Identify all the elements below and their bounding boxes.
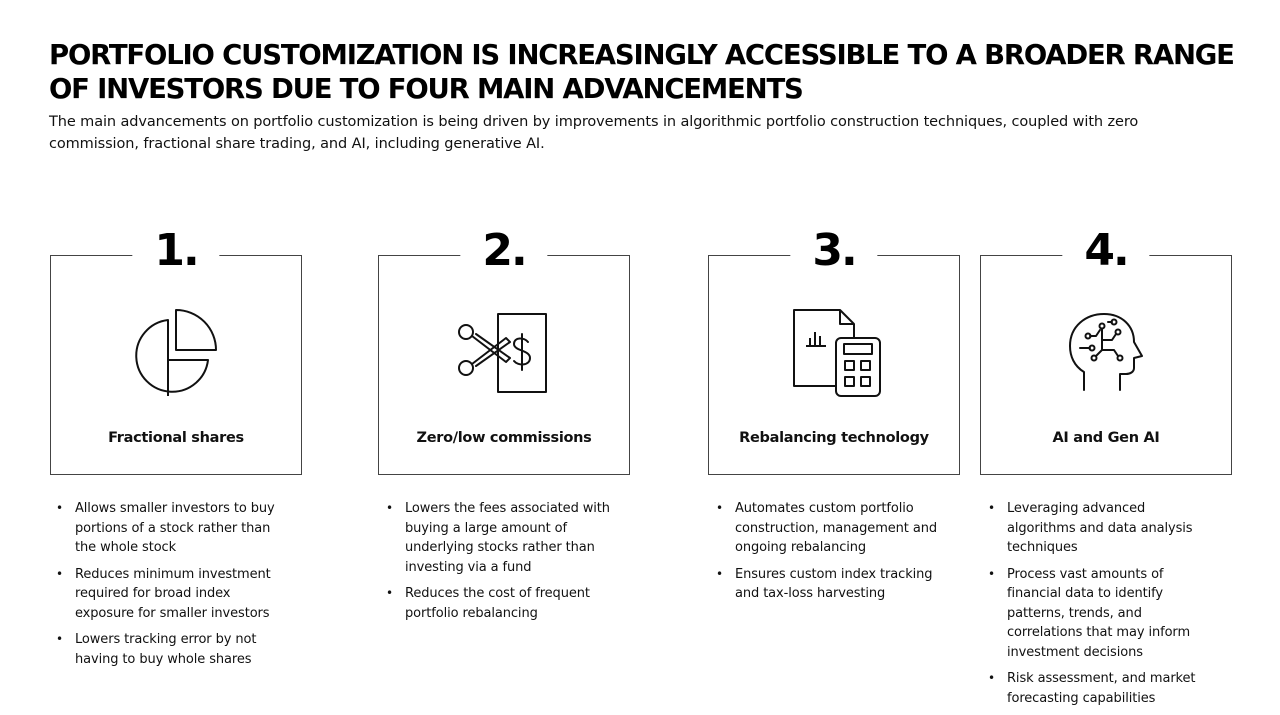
card-label: Rebalancing technology — [739, 430, 929, 446]
scissors-dollar-icon — [454, 306, 554, 396]
document-calculator-icon — [784, 306, 884, 400]
card-rebalancing-technology — [708, 225, 960, 475]
list-item: • Process vast amounts of financial data to identify patterns, trends, and correlations that may inform investment decisions — [982, 565, 1214, 663]
list-item: • Lowers the fees associated with buying a large amount of underlying stocks rather than investing via a fund — [380, 499, 612, 577]
card-ai-gen-ai — [980, 225, 1232, 475]
card-number: 3. — [790, 226, 877, 276]
page-title: PORTFOLIO CUSTOMIZATION IS INCREASINGLY ACCESSIBLE TO A BROADER RANGE OF INVESTORS DUE TO FOUR MAIN ADVANCEMENTS — [49, 39, 1234, 105]
pie-chart-icon — [128, 306, 224, 402]
bullet-list-rebalancing — [710, 499, 942, 611]
bullet-list-ai — [982, 499, 1214, 715]
bullet-list-zero-commissions — [380, 499, 612, 630]
card-number: 1. — [132, 226, 219, 276]
card-label: Zero/low commissions — [416, 430, 592, 446]
list-item: • Ensures custom index tracking and tax-loss harvesting — [710, 565, 942, 604]
card-fractional-shares — [50, 225, 302, 475]
bullet-list-fractional-shares — [50, 499, 282, 676]
card-number: 2. — [460, 226, 547, 276]
list-item: • Automates custom portfolio construction, management and ongoing rebalancing — [710, 499, 942, 558]
card-number: 4. — [1062, 226, 1149, 276]
page-subtitle: The main advancements on portfolio customization is being driven by improvements in algorithmic portfolio construction techniques, coupled with zero commission, fractional share trading, and AI, including generative AI. — [49, 114, 1139, 152]
card-label: Fractional shares — [108, 430, 244, 446]
list-item: • Leveraging advanced algorithms and data analysis techniques — [982, 499, 1214, 558]
card-label: AI and Gen AI — [1052, 430, 1160, 446]
card-zero-commissions — [378, 225, 630, 475]
ai-head-icon — [1066, 306, 1146, 396]
list-item: • Allows smaller investors to buy portions of a stock rather than the whole stock — [50, 499, 282, 558]
list-item: • Lowers tracking error by not having to buy whole shares — [50, 630, 282, 669]
list-item: • Reduces minimum investment required for broad index exposure for smaller investors — [50, 565, 282, 624]
list-item: • Risk assessment, and market forecasting capabilities — [982, 669, 1214, 708]
list-item: • Reduces the cost of frequent portfolio rebalancing — [380, 584, 612, 623]
